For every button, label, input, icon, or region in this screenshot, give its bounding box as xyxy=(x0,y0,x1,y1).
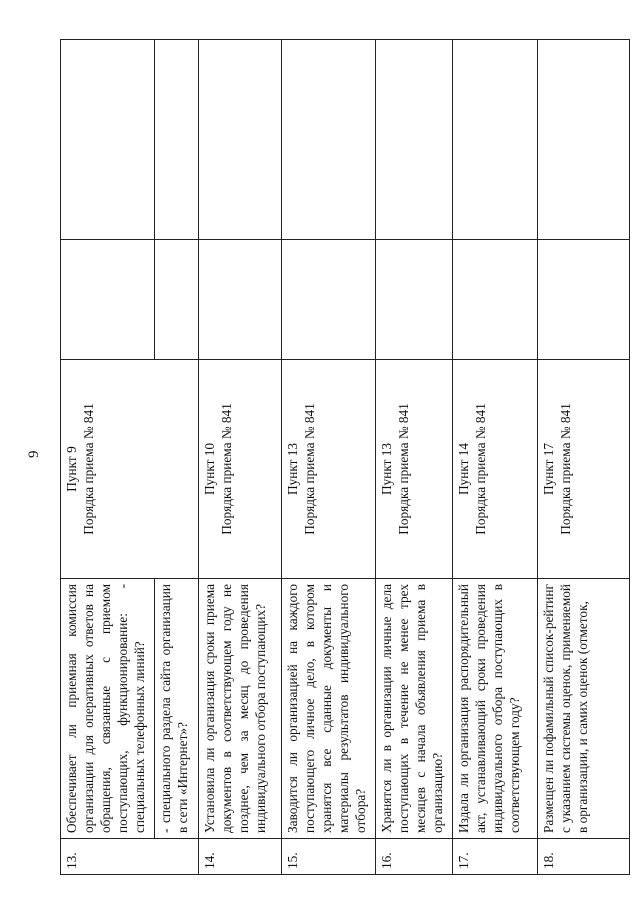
table-row xyxy=(198,40,281,875)
reference-cell xyxy=(376,360,452,579)
row-number: 17. xyxy=(452,839,538,875)
row-number: 18. xyxy=(538,839,630,875)
question-text: Размещен ли пофамильный список-рейтинг с указанием системы оценок, применяемой в организации, и самих оценок (отметок, xyxy=(538,579,630,839)
reference-cell xyxy=(538,360,630,579)
question-text: Хранятся ли в организации личные дела поступающих в течение не менее трех месяцев с начала объявления приема в организацию? xyxy=(376,579,452,839)
empty-cell xyxy=(538,40,630,240)
reference-line: Пункт 13 xyxy=(285,442,301,496)
empty-cell xyxy=(376,240,452,360)
question-text: Установила ли организация сроки приема документов в соответствующем году не позднее, чем за месяц до проведения индивидуального отбора поступающих? xyxy=(198,579,281,839)
reference-cell xyxy=(61,360,199,579)
reference-cell xyxy=(452,360,538,579)
table-row xyxy=(538,40,630,875)
empty-cell xyxy=(282,40,376,240)
reference-line: Пункт 9 xyxy=(64,446,79,492)
page-number: 9 xyxy=(26,450,42,458)
checklist-table xyxy=(60,39,630,875)
table-row xyxy=(282,40,376,875)
reference-line: Пункт 13 xyxy=(379,442,395,496)
empty-cell xyxy=(61,40,155,240)
reference-line: Порядка приема № 841 xyxy=(218,403,234,535)
question-text: Обеспечивает ли приемная комиссия организации для оперативных ответов на обращения, связанные с приемом поступающих, функционирование: - специальных телефонных линий? xyxy=(61,579,155,839)
reference-line: Порядка приема № 841 xyxy=(472,403,488,535)
question-text: Заводится ли организацией на каждого поступающего личное дело, в котором хранятся все сданные документы и материалы результатов индивидуального отбора? xyxy=(282,579,376,839)
reference-line: Порядка приема № 841 xyxy=(558,403,574,535)
row-number: 13. xyxy=(61,839,199,875)
reference-line: Пункт 17 xyxy=(541,442,557,496)
reference-cell xyxy=(282,360,376,579)
empty-cell xyxy=(155,240,199,360)
table-row xyxy=(61,40,155,875)
empty-cell xyxy=(452,40,538,240)
empty-cell xyxy=(155,40,199,240)
reference-line: Порядка приема № 841 xyxy=(81,403,97,535)
row-number: 15. xyxy=(282,839,376,875)
empty-cell xyxy=(452,240,538,360)
reference-line: Порядка приема № 841 xyxy=(396,403,412,535)
reference-line: Пункт 10 xyxy=(201,442,217,496)
empty-cell xyxy=(198,40,281,240)
empty-cell xyxy=(282,240,376,360)
reference-line: Порядка приема № 841 xyxy=(302,403,318,535)
question-text: Издала ли организация распорядительный акт, устанавливающий сроки проведения индивидуального отбора поступающих в соответствующем году? xyxy=(452,579,538,839)
empty-cell xyxy=(61,240,155,360)
empty-cell xyxy=(376,40,452,240)
row-number: 14. xyxy=(198,839,281,875)
reference-cell xyxy=(198,360,281,579)
question-text: - специального раздела сайта организации в сети «Интернет»? xyxy=(155,579,199,839)
empty-cell xyxy=(198,240,281,360)
reference-line: Пункт 14 xyxy=(455,442,471,496)
empty-cell xyxy=(538,240,630,360)
row-number: 16. xyxy=(376,839,452,875)
table-row xyxy=(452,40,538,875)
table-row xyxy=(376,40,452,875)
